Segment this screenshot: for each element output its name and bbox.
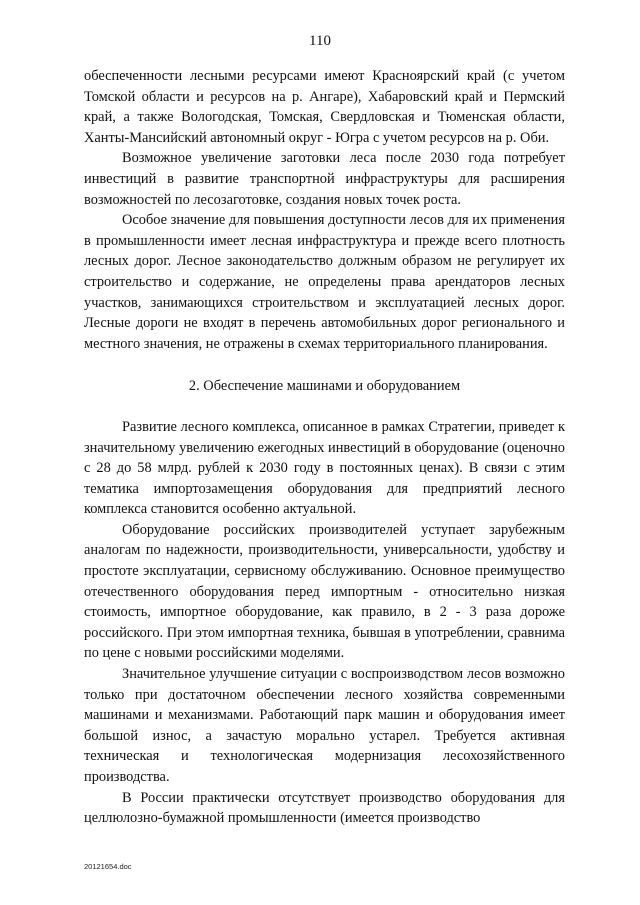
section-heading: 2. Обеспечение машинами и оборудованием [188,378,461,395]
paragraph: В России практически отсутствует производство оборудования для целлюлозно-бумажной промышленности (имеется производство [84,789,565,827]
paragraph-continued: обеспеченности лесными ресурсами имеют Красноярский край (с учетом Томской области и ресурсов на р. Ангаре), Хабаровский край и Пермский край, а также Вологодская, Томская, Свердловская и Тюменская области, Ханты-Мансийский автономный округ - Югра с учетом ресурсов на р. Оби. [84,68,565,146]
footer-document-code: 20121654.doc [84,862,132,871]
paragraph: Оборудование российских производителей уступает зарубежным аналогам по надежности, производительности, универсальности, удобству и простоте эксплуатации, сервисному обслуживанию. Основное преимущество отечественного оборудования перед импортным - относительно низкая стоимость, импортное оборудование, как правило, в 2 - 3 раза дороже российского. При этом импортная техника, бывшая в употреблении, сравнима по цене с новыми российскими моделями. [84,521,565,662]
paragraph: Возможное увеличение заготовки леса после 2030 года потребует инвестиций в развитие транспортной инфраструктуры для расширения возможностей по лесозаготовке, создания новых точек роста. [84,150,565,208]
paragraph: Развитие лесного комплекса, описанное в рамках Стратегии, приведет к значительному увеличению ежегодных инвестиций в оборудование (оценочно с 28 до 58 млрд. рублей к 2030 году в постоянных ценах). В связи с этим тематика импортозамещения оборудования для предприятий лесного комплекса становится особенно актуальной. [84,418,565,518]
paragraph: Особое значение для повышения доступности лесов для их применения в промышленности имеет лесная инфраструктура и прежде всего плотность лесных дорог. Лесное законодательство должным образом не регулирует их строительство и содержание, не определены права арендаторов лесных участков, занимающихся строительством и эксплуатацией лесных дорог. Лесные дороги не входят в перечень автомобильных дорог регионального и местного значения, не отражены в схемах территориального планирования. [84,212,565,352]
page-number: 110 [309,33,331,49]
paragraph: Значительное улучшение ситуации с воспроизводством лесов возможно только при достаточном обеспечении лесного хозяйства современными машинами и механизмами. Работающий парк машин и оборудования имеет большой износ, а зачастую морально устарел. Требуется активная техническая и технологическая модернизация лесохозяйственного производства. [84,666,565,785]
document-body [84,66,565,829]
